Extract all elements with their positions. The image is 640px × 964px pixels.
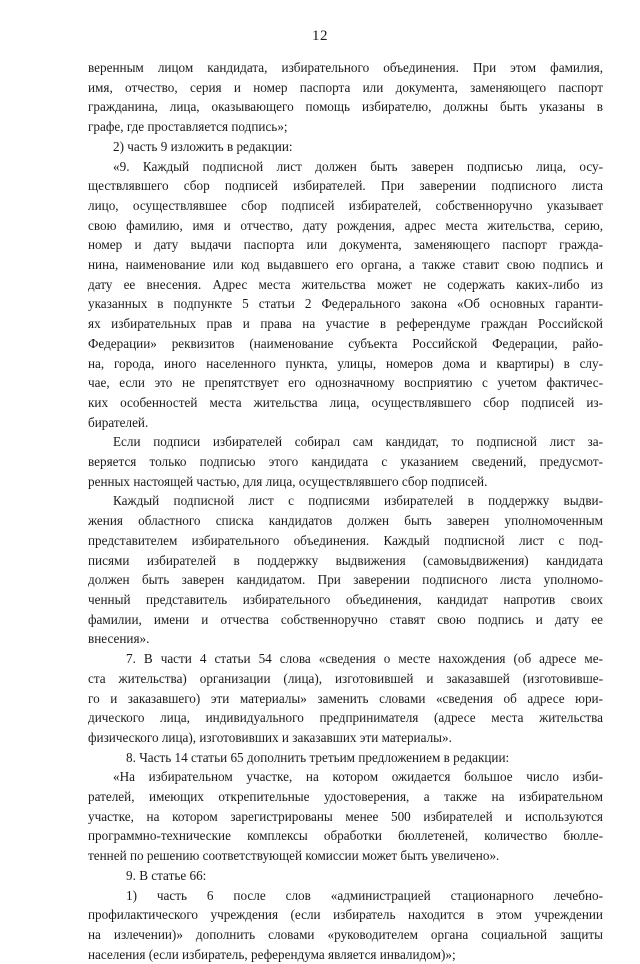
text-line: 1) часть 6 после слов «администрацией стационарного лечебно- [126, 887, 603, 903]
text-line: ста жительства) организации (лица), изготовившей и заказавшей (изготовивше- [88, 670, 603, 686]
text-line: номер и дату выдачи паспорта или документа, заменяющего паспорт гражда- [88, 237, 603, 253]
text-line: тенней по решению соответствующей комиссии может быть увеличено». [88, 848, 500, 864]
text-line: рателей, имеющих открепительные удостоверения, а также на избирательном [88, 789, 603, 805]
text-line: ких особенностей места жительства лица, осуществлявшего сбор подписей из- [88, 394, 603, 410]
text-line: нина, наименование или код выдавшего его органа, а также ставит свою подпись и [88, 257, 603, 273]
text-line: «На избирательном участке, на котором ожидается большое число изби- [113, 769, 603, 785]
text-line: бирателей. [88, 414, 149, 430]
text-line: внесения». [88, 631, 150, 647]
text-line: ществлявшего сбор подписей избирателей. При заверении подписного листа [88, 178, 603, 194]
text-line: писями избирателей в поддержку выдвижения (самовыдвижения) кандидата [88, 552, 603, 568]
text-line: на, города, иного населенного пункта, улицы, номеров дома и квартиры) в слу- [88, 355, 603, 371]
text-line: должен быть заверен кандидатом. При заверении подписного листа уполномо- [88, 572, 603, 588]
text-line: свою фамилию, имя и отчество, дату рождения, адрес места жительства, серию, [88, 217, 603, 233]
text-line: фамилии, имени и отчества собственноручно ставят свою подпись и дату ее [88, 611, 603, 627]
text-line: веряется только подписью этого кандидата с указанием сведений, предусмот- [88, 454, 603, 470]
page-number: 12 [312, 28, 328, 44]
text-line: гражданина, лица, оказывающего помощь избирателю, должны быть указаны в [88, 99, 603, 115]
text-line: ренных настоящей частью, для лица, осуществлявшего сбор подписей. [88, 473, 488, 489]
text-line: программно-технические комплексы обработки бюллетеней, количество бюлле- [88, 828, 603, 844]
text-line: участке, на котором зарегистрированы менее 500 избирателей и используются [88, 808, 603, 824]
text-line: указанных в подпункте 5 статьи 2 Федерального закона «Об основных гаранти- [88, 296, 603, 312]
text-line: го и заказавшего) эти материалы» заменить словами «сведения об адресе юри- [88, 690, 603, 706]
text-line: графе, где проставляется подпись»; [88, 119, 288, 135]
text-line: ченный представитель избирательного объединения, кандидат напротив своих [88, 591, 603, 607]
text-line: Федерации» реквизитов (наименование субъекта Российской Федерации, райо- [88, 335, 603, 351]
text-line: представителем избирательного объединения. Каждый подписной лист с под- [88, 532, 603, 548]
text-line: веренным лицом кандидата, избирательного объединения. При этом фамилия, [88, 60, 603, 75]
text-line: жения областного списка кандидатов должен быть заверен уполномоченным [88, 513, 603, 529]
text-line: профилактического учреждения (если избиратель находится в этом учреждении [88, 907, 603, 923]
text-line: чае, если это не препятствует его однозначному восприятию с учетом фактичес- [88, 375, 603, 391]
text-line: населения (если избиратель, референдума является инвалидом)»; [88, 946, 456, 962]
text-line: 9. В статье 66: [126, 867, 207, 883]
text-line: физического лица), изготовивших и заказавших эти материалы». [88, 729, 452, 745]
text-line: имя, отчество, серия и номер паспорта или документа, заменяющего паспорт [88, 79, 603, 95]
text-line: на излечении)» дополнить словами «руководителем органа социальной защиты [88, 926, 603, 942]
text-line: дату ее внесения. Адрес места жительства может не содержать каких-либо из [88, 276, 603, 292]
text-line: ях избирательных прав и права на участие в референдуме граждан Российской [88, 316, 603, 332]
text-line: Каждый подписной лист с подписями избирателей в поддержку выдви- [113, 493, 603, 509]
document-body [88, 58, 603, 964]
text-line: Если подписи избирателей собирал сам кандидат, то подписной лист за- [113, 434, 603, 450]
text-line: «9. Каждый подписной лист должен быть заверен подписью лица, осу- [113, 158, 603, 174]
text-line: 8. Часть 14 статьи 65 дополнить третьим предложением в редакции: [126, 749, 510, 765]
text-line: 7. В части 4 статьи 54 слова «сведения о месте нахождения (об адресе ме- [126, 651, 603, 667]
text-line: лицо, осуществлявшее сбор подписей избирателей, собственноручно указывает [88, 197, 603, 213]
text-line: 2) часть 9 изложить в редакции: [113, 138, 293, 154]
text-line: дического лица, индивидуального предпринимателя (адресе места жительства [88, 710, 603, 726]
